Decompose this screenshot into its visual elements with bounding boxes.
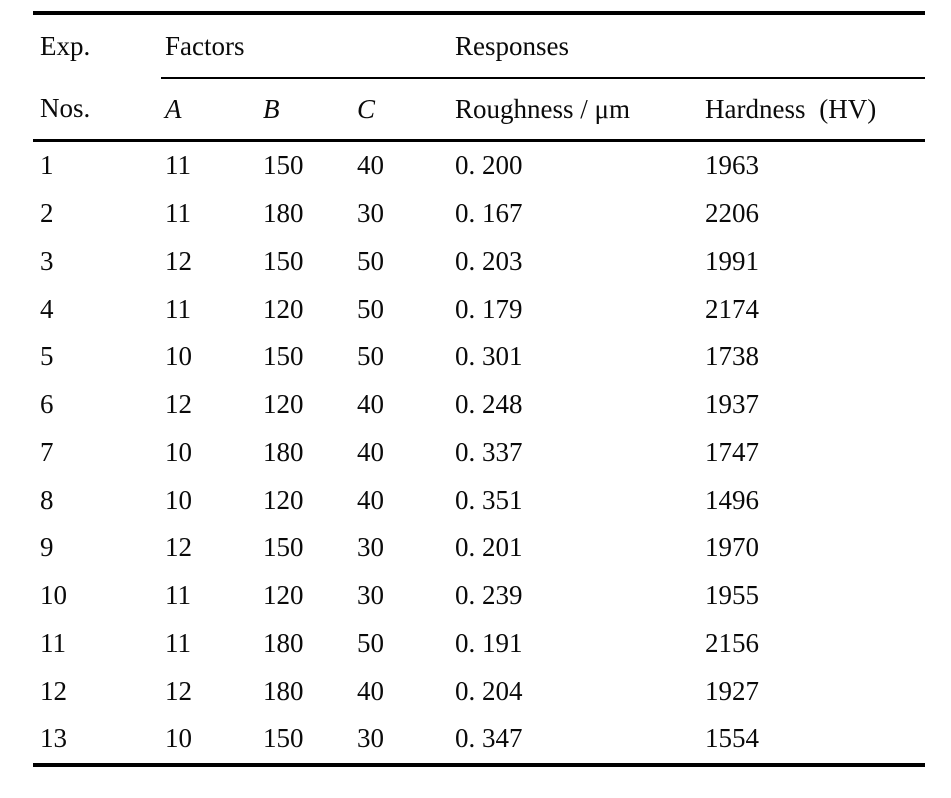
cell-hardness: 2156 (705, 627, 759, 658)
cell-factor-c: 40 (357, 436, 384, 467)
cell-factor-b: 180 (263, 627, 304, 658)
cell-hardness: 1991 (705, 245, 759, 276)
cell-factor-a: 12 (165, 532, 192, 563)
cell-exp-no: 6 (40, 389, 54, 420)
cell-factor-c: 40 (357, 389, 384, 420)
table-row (33, 667, 925, 715)
cell-roughness: 0. 203 (455, 245, 523, 276)
header-nos: Nos. (33, 78, 161, 141)
table-row (33, 524, 925, 572)
cell-exp-no: 11 (40, 627, 66, 658)
cell-factor-c: 30 (357, 532, 384, 563)
cell-roughness: 0. 239 (455, 580, 523, 611)
cell-factor-b: 150 (263, 150, 304, 181)
cell-hardness: 1963 (705, 150, 759, 181)
header-roughness: Roughness / μm (451, 78, 701, 141)
cell-factor-c: 50 (357, 293, 384, 324)
cell-hardness: 1738 (705, 341, 759, 372)
cell-roughness: 0. 248 (455, 389, 523, 420)
cell-factor-c: 50 (357, 245, 384, 276)
cell-factor-c: 40 (357, 675, 384, 706)
cell-hardness: 1927 (705, 675, 759, 706)
cell-factor-b: 180 (263, 675, 304, 706)
table-body (33, 141, 925, 765)
table-row (33, 572, 925, 620)
cell-hardness: 1496 (705, 484, 759, 515)
header-factor-c: C (353, 78, 451, 141)
header-group-factors: Factors (161, 13, 451, 78)
table-row (33, 333, 925, 381)
cell-factor-a: 11 (165, 150, 191, 181)
cell-factor-b: 120 (263, 389, 304, 420)
cell-roughness: 0. 347 (455, 723, 523, 754)
experiment-design-table (33, 11, 925, 767)
cell-factor-b: 150 (263, 723, 304, 754)
cell-hardness: 1955 (705, 580, 759, 611)
cell-factor-a: 10 (165, 723, 192, 754)
cell-factor-c: 50 (357, 341, 384, 372)
cell-roughness: 0. 179 (455, 293, 523, 324)
header-hardness: Hardness (HV) (701, 78, 925, 141)
table-row (33, 381, 925, 429)
cell-factor-b: 150 (263, 245, 304, 276)
header-group-responses: Responses (451, 13, 925, 78)
cell-exp-no: 2 (40, 198, 54, 229)
cell-factor-c: 40 (357, 150, 384, 181)
cell-hardness: 2206 (705, 198, 759, 229)
cell-factor-c: 50 (357, 627, 384, 658)
sub-header-row (33, 78, 925, 141)
cell-roughness: 0. 200 (455, 150, 523, 181)
cell-factor-a: 10 (165, 341, 192, 372)
header-factor-a: A (161, 78, 259, 141)
header-factor-b: B (259, 78, 353, 141)
cell-factor-c: 40 (357, 484, 384, 515)
table-row (33, 715, 925, 765)
cell-exp-no: 12 (40, 675, 67, 706)
cell-factor-a: 12 (165, 675, 192, 706)
table-header (33, 13, 925, 141)
cell-exp-no: 3 (40, 245, 54, 276)
cell-factor-a: 11 (165, 198, 191, 229)
cell-factor-a: 12 (165, 389, 192, 420)
cell-factor-b: 150 (263, 532, 304, 563)
cell-factor-b: 150 (263, 341, 304, 372)
table-row (33, 238, 925, 286)
cell-factor-b: 120 (263, 484, 304, 515)
cell-factor-a: 11 (165, 580, 191, 611)
cell-exp-no: 7 (40, 436, 54, 467)
table-row (33, 429, 925, 477)
cell-factor-b: 120 (263, 293, 304, 324)
cell-factor-a: 12 (165, 245, 192, 276)
cell-hardness: 1554 (705, 723, 759, 754)
cell-roughness: 0. 301 (455, 341, 523, 372)
table-row (33, 620, 925, 668)
table-row (33, 141, 925, 190)
cell-hardness: 1747 (705, 436, 759, 467)
cell-exp-no: 8 (40, 484, 54, 515)
cell-exp-no: 4 (40, 293, 54, 324)
cell-roughness: 0. 337 (455, 436, 523, 467)
cell-factor-c: 30 (357, 198, 384, 229)
cell-roughness: 0. 201 (455, 532, 523, 563)
cell-exp-no: 13 (40, 723, 67, 754)
cell-roughness: 0. 351 (455, 484, 523, 515)
header-exp: Exp. (40, 31, 91, 61)
table-row (33, 190, 925, 238)
cell-hardness: 1937 (705, 389, 759, 420)
cell-factor-a: 11 (165, 293, 191, 324)
cell-exp-no: 10 (40, 580, 67, 611)
cell-factor-a: 10 (165, 436, 192, 467)
table-row (33, 285, 925, 333)
cell-factor-b: 180 (263, 198, 304, 229)
cell-factor-a: 10 (165, 484, 192, 515)
cell-roughness: 0. 167 (455, 198, 523, 229)
cell-factor-c: 30 (357, 580, 384, 611)
cell-roughness: 0. 204 (455, 675, 523, 706)
cell-factor-b: 180 (263, 436, 304, 467)
table-row (33, 476, 925, 524)
group-header-row (33, 13, 925, 78)
cell-exp-no: 1 (40, 150, 54, 181)
cell-exp-no: 9 (40, 532, 54, 563)
cell-hardness: 2174 (705, 293, 759, 324)
cell-exp-no: 5 (40, 341, 54, 372)
cell-factor-c: 30 (357, 723, 384, 754)
cell-factor-a: 11 (165, 627, 191, 658)
cell-factor-b: 120 (263, 580, 304, 611)
cell-roughness: 0. 191 (455, 627, 523, 658)
cell-hardness: 1970 (705, 532, 759, 563)
